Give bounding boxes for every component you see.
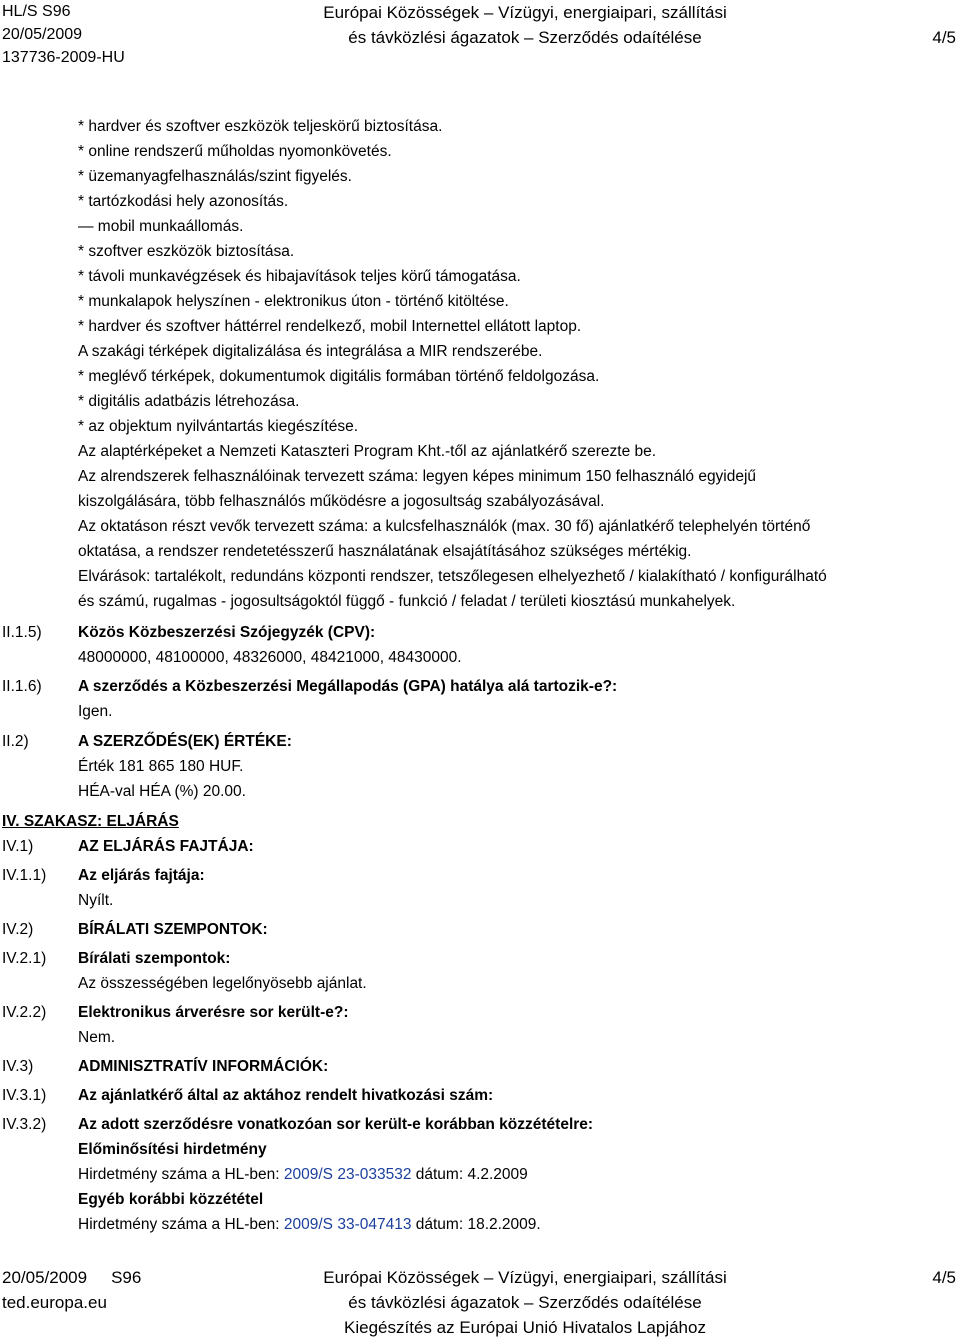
section-number: IV.2)	[2, 921, 34, 938]
section-number: II.1.5)	[2, 624, 42, 641]
body-line: * tartózkodási hely azonosítás.	[78, 193, 289, 210]
footer-date: 20/05/2009	[2, 1268, 88, 1287]
header-page-number: 4/5	[932, 28, 956, 47]
section-title: Az adott szerződésre vonatkozóan sor került-e korábban közzétételre:	[78, 1116, 594, 1133]
notice-date: dátum: 4.2.2009	[411, 1166, 528, 1183]
header-left	[2, 0, 125, 69]
body-line: Az alaptérképeket a Nemzeti Kataszteri Program Kht.-től az ajánlatkérő szerezte be.	[78, 443, 657, 460]
subsection-title: Előminősítési hirdetmény	[78, 1141, 267, 1158]
body-line: Az oktatáson részt vevők tervezett száma: a kulcsfelhasználók (max. 30 fő) ajánlatkérő telephelyén történő	[78, 518, 811, 535]
section-number: IV.2.1)	[2, 950, 47, 967]
footer-date-line	[2, 1265, 141, 1290]
section-number: IV.3)	[2, 1058, 34, 1075]
footer-left	[2, 1265, 141, 1315]
notice-link[interactable]: 2009/S 33-047413	[283, 1216, 412, 1233]
section-title: Bírálati szempontok:	[78, 950, 231, 967]
body-line: * online rendszerű műholdas nyomonkövetés.	[78, 143, 392, 160]
section-number: IV.1)	[2, 838, 34, 855]
body-line: * az objektum nyilvántartás kiegészítése.	[78, 418, 358, 435]
header-title	[250, 0, 800, 50]
section-number: IV.1.1)	[2, 867, 47, 884]
section-number: IV.3.1)	[2, 1087, 47, 1104]
body-line: Elvárások: tartalékolt, redundáns központi rendszer, tetszőlegesen elhelyezhető / kialakítható / konfigurálható	[78, 568, 827, 585]
footer-title-line-3: Kiegészítés az Európai Unió Hivatalos Lapjához	[344, 1318, 706, 1337]
contract-value: Érték 181 865 180 HUF.	[78, 758, 244, 775]
section-number: IV.3.2)	[2, 1116, 47, 1133]
section-title: Az eljárás fajtája:	[78, 867, 205, 884]
body-line: * digitális adatbázis létrehozása.	[78, 393, 300, 410]
body-line: * hardver és szoftver eszközök teljeskörű biztosítása.	[78, 118, 443, 135]
journal-id: HL/S S96	[2, 3, 71, 20]
footer-title-line-1: Európai Közösségek – Vízügyi, energiaipari, szállítási	[323, 1268, 727, 1287]
footer-title-line-2: és távközlési ágazatok – Szerződés odaítélése	[348, 1293, 702, 1312]
section-title: Elektronikus árverésre sor került-e?:	[78, 1004, 349, 1021]
notice-reference-label: Hirdetmény száma a HL-ben:	[78, 1216, 284, 1233]
section-number: II.1.6)	[2, 678, 42, 695]
footer-site-link[interactable]: ted.europa.eu	[2, 1293, 107, 1312]
gpa-value: Igen.	[78, 703, 113, 720]
notice-date: dátum: 18.2.2009.	[411, 1216, 541, 1233]
procedure-type: Nyílt.	[78, 892, 114, 909]
body-line: kiszolgálására, több felhasználós működésre a jogosultság szabályozásával.	[78, 493, 605, 510]
body-line: * távoli munkavégzések és hibajavítások teljes körű támogatása.	[78, 268, 521, 285]
page-footer	[0, 1265, 960, 1338]
footer-series: S96	[111, 1268, 142, 1287]
body-line: A szakági térképek digitalizálása és integrálása a MIR rendszerébe.	[78, 343, 543, 360]
header-date: 20/05/2009	[2, 26, 83, 43]
page-header	[0, 0, 960, 70]
vat-rate: HÉA-val HÉA (%) 20.00.	[78, 783, 246, 800]
section-title: Közös Közbeszerzési Szójegyzék (CPV):	[78, 624, 376, 641]
notice-link[interactable]: 2009/S 23-033532	[283, 1166, 412, 1183]
notice-reference-label: Hirdetmény száma a HL-ben:	[78, 1166, 284, 1183]
award-criteria: Az összességében legelőnyösebb ajánlat.	[78, 975, 367, 992]
section-title: AZ ELJÁRÁS FAJTÁJA:	[78, 838, 254, 855]
body-line: Az alrendszerek felhasználóinak tervezett száma: legyen képes minimum 150 felhasználó egyidejű	[78, 468, 757, 485]
section-number: II.2)	[2, 733, 29, 750]
section-title: BÍRÁLATI SZEMPONTOK:	[78, 921, 268, 938]
body-line: * meglévő térképek, dokumentumok digitális formában történő feldolgozása.	[78, 368, 600, 385]
section-title: A szerződés a Közbeszerzési Megállapodás (GPA) hatálya alá tartozik-e?:	[78, 678, 618, 695]
body-line: — mobil munkaállomás.	[78, 218, 244, 235]
header-title-line-2: és távközlési ágazatok – Szerződés odaítélése	[348, 28, 702, 47]
cpv-codes: 48000000, 48100000, 48326000, 48421000, 48430000.	[78, 649, 462, 666]
subsection-title: Egyéb korábbi közzététel	[78, 1191, 264, 1208]
section-title: Az ajánlatkérő által az aktához rendelt hivatkozási szám:	[78, 1087, 494, 1104]
e-auction-value: Nem.	[78, 1029, 116, 1046]
notice-reference	[78, 1166, 528, 1184]
section-title: ADMINISZTRATÍV INFORMÁCIÓK:	[78, 1058, 329, 1075]
body-line: * munkalapok helyszínen - elektronikus úton - történő kitöltése.	[78, 293, 509, 310]
body-line: * szoftver eszközök biztosítása.	[78, 243, 295, 260]
body-line: oktatása, a rendszer rendetetésszerű használatának elsajátításához szükséges mértékig.	[78, 543, 692, 560]
notice-reference	[78, 1216, 541, 1234]
body-line: * üzemanyagfelhasználás/szint figyelés.	[78, 168, 352, 185]
footer-title	[250, 1265, 800, 1340]
body-line: * hardver és szoftver háttérrel rendelkező, mobil Internettel ellátott laptop.	[78, 318, 582, 335]
body-line: és számú, rugalmas - jogosultságoktól függő - funkció / feladat / területi kiosztású munkahelyek.	[78, 593, 736, 610]
section-title: A SZERZŐDÉS(EK) ÉRTÉKE:	[78, 733, 292, 750]
header-title-line-1: Európai Közösségek – Vízügyi, energiaipari, szállítási	[323, 3, 727, 22]
section-iv-heading: IV. SZAKASZ: ELJÁRÁS	[2, 813, 179, 830]
section-number: IV.2.2)	[2, 1004, 47, 1021]
footer-page-number: 4/5	[932, 1268, 956, 1287]
notice-number: 137736-2009-HU	[2, 49, 125, 66]
